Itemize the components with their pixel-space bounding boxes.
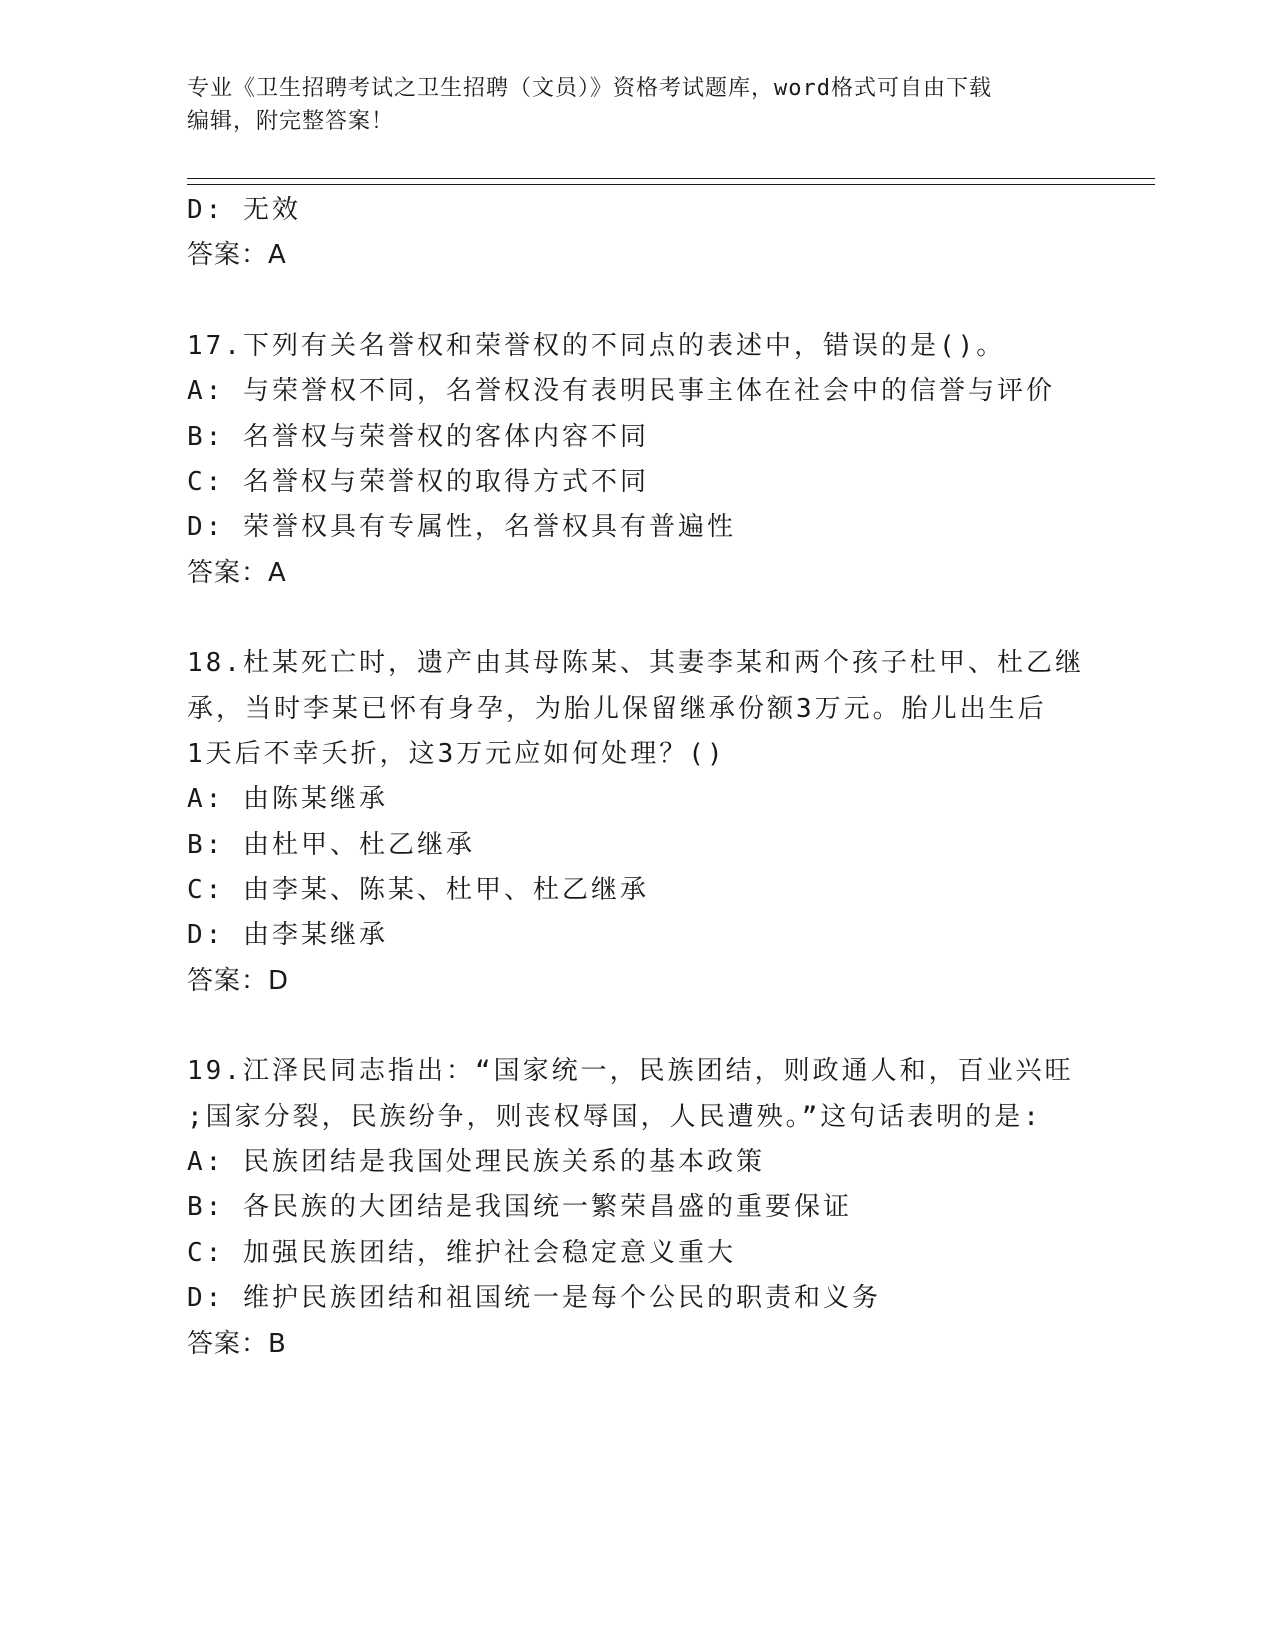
spacer	[187, 279, 1087, 324]
answer-line: 答案：B	[187, 1328, 287, 1359]
question-stem	[187, 641, 1087, 777]
question-18	[187, 641, 1087, 1004]
option-a: A: 民族团结是我国处理民族关系的基本政策	[187, 1147, 765, 1178]
answer-line: 答案：D	[187, 965, 290, 996]
option-d: D: 维护民族团结和祖国统一是每个公民的职责和义务	[187, 1283, 881, 1314]
option-d: D: 荣誉权具有专属性，名誉权具有普遍性	[187, 512, 736, 543]
option-b: B: 名誉权与荣誉权的客体内容不同	[187, 421, 649, 452]
page-header	[187, 72, 1087, 138]
stem-line: 18.杜某死亡时，遗产由其母陈某、其妻李某和两个孩子杜甲、杜乙继	[187, 648, 1084, 679]
option-b: B: 各民族的大团结是我国统一繁荣昌盛的重要保证	[187, 1192, 852, 1223]
question-stem	[187, 1049, 1087, 1140]
header-divider	[187, 178, 1155, 185]
option-c: C: 由李某、陈某、杜甲、杜乙继承	[187, 875, 649, 906]
option-c: C: 加强民族团结，维护社会稳定意义重大	[187, 1237, 736, 1268]
option-b: B: 由杜甲、杜乙继承	[187, 829, 475, 860]
spacer	[187, 1004, 1087, 1049]
option-a: A: 与荣誉权不同，名誉权没有表明民事主体在社会中的信誉与评价	[187, 376, 1055, 407]
option-a: A: 由陈某继承	[187, 784, 388, 815]
header-line: 编辑，附完整答案！	[187, 109, 395, 134]
stem-line: 19.江泽民同志指出：“国家统一，民族团结，则政通人和，百业兴旺	[187, 1056, 1074, 1087]
question-list	[187, 188, 1087, 1367]
header-line: 专业《卫生招聘考试之卫生招聘（文员）》资格考试题库，word格式可自由下载	[187, 76, 992, 101]
spacer	[187, 596, 1087, 641]
stem-line: ;国家分裂，民族纷争，则丧权辱国，人民遭殃。”这句话表明的是:	[187, 1101, 1042, 1132]
answer-line: 答案：A	[187, 557, 287, 588]
question-17	[187, 324, 1087, 596]
option-c: C: 名誉权与荣誉权的取得方式不同	[187, 466, 649, 497]
carryover-question	[187, 188, 1087, 279]
stem-line: 1天后不幸夭折，这3万元应如何处理？()	[187, 738, 726, 769]
stem-line: 17.下列有关名誉权和荣誉权的不同点的表述中，错误的是()。	[187, 330, 1006, 361]
answer-line: 答案：A	[187, 240, 287, 271]
option-d: D: 由李某继承	[187, 920, 388, 951]
stem-line: 承，当时李某已怀有身孕，为胎儿保留继承份额3万元。胎儿出生后	[187, 693, 1047, 724]
question-stem	[187, 324, 1087, 369]
option-d: D: 无效	[187, 195, 301, 225]
question-19	[187, 1049, 1087, 1367]
